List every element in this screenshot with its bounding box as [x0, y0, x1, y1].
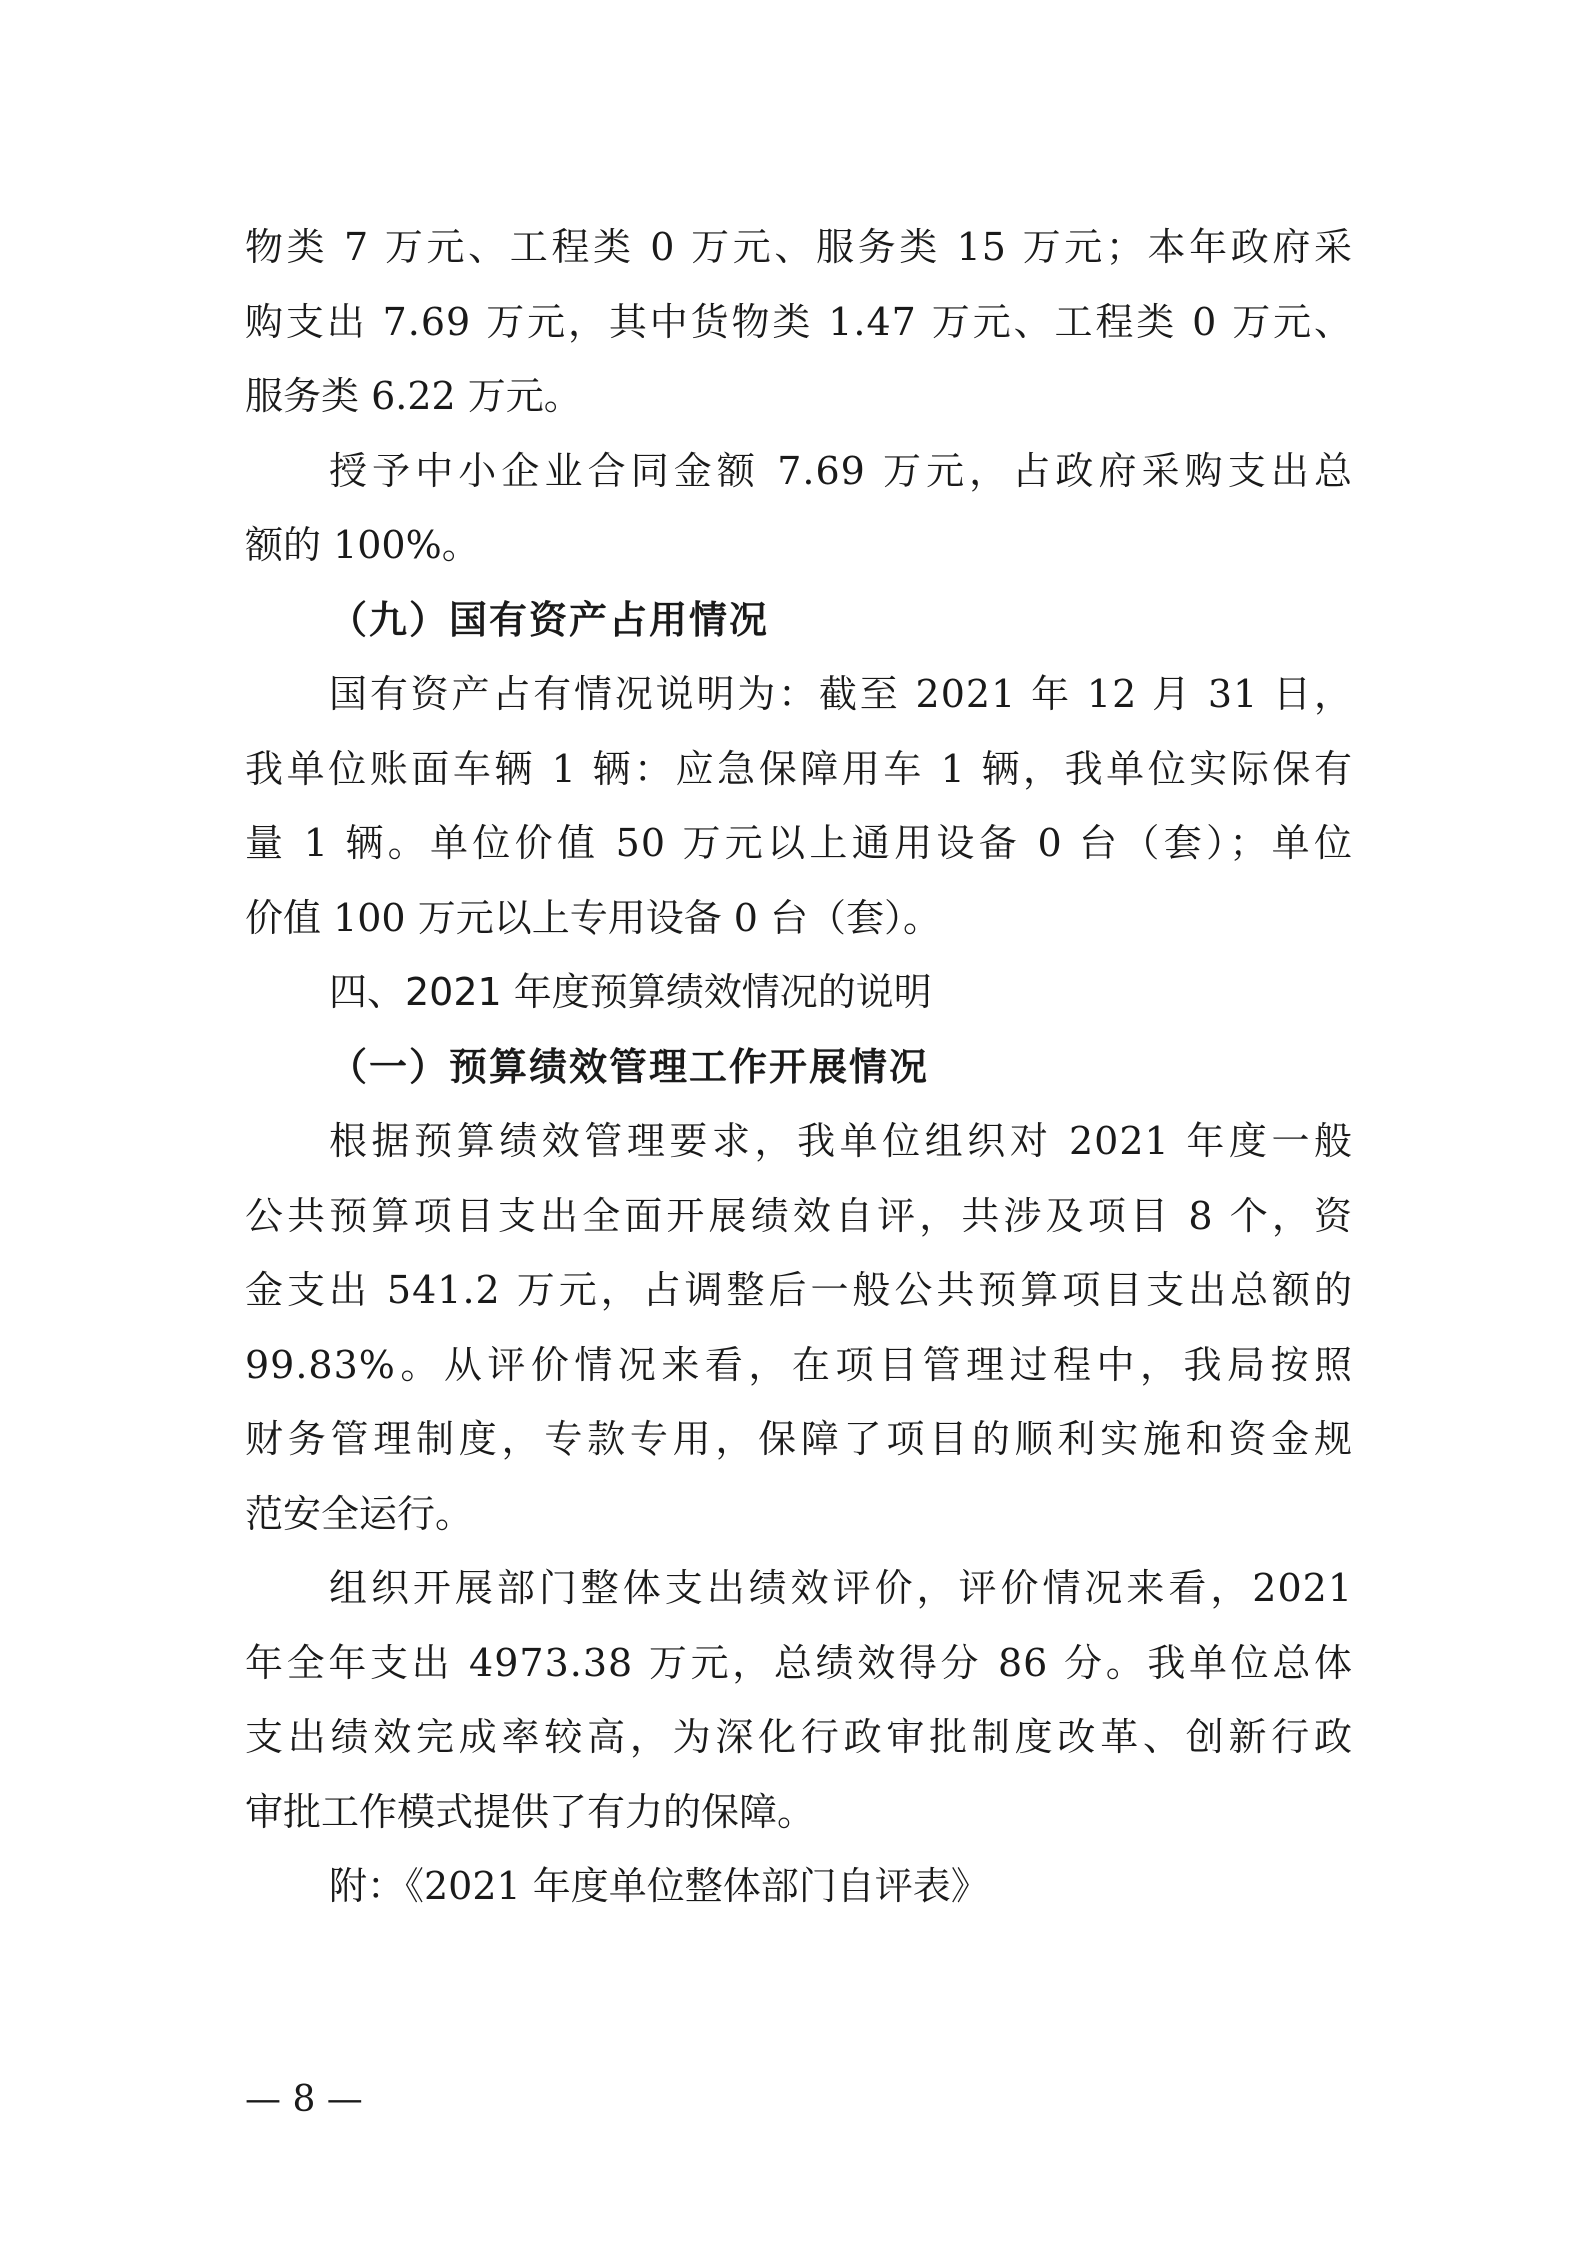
paragraph-line: 授予中小企业合同金额 7.69 万元，占政府采购支出总: [329, 448, 1353, 493]
paragraph-line: 审批工作模式提供了有力的保障。: [245, 1789, 816, 1834]
performance-projects-paragraph: [245, 1104, 1353, 1551]
paragraph-line: 物类 7 万元、工程类 0 万元、服务类 15 万元；本年政府采: [245, 225, 1353, 269]
attachment-note: 附：《2021 年度单位整体部门自评表》: [329, 1864, 989, 1908]
sme-contract-paragraph: [245, 434, 1353, 583]
page-number: — 8 —: [245, 2079, 363, 2120]
paragraph-line: 服务类 6.22 万元。: [245, 374, 582, 418]
state-assets-paragraph: [245, 657, 1353, 955]
procurement-paragraph: [245, 210, 1353, 434]
paragraph-line: 范安全运行。: [245, 1491, 474, 1536]
paragraph-line: 额的 100%。: [245, 523, 480, 567]
paragraph-line: 根据预算绩效管理要求，我单位组织对 2021 年度一般: [329, 1119, 1353, 1163]
paragraph-line: 财务管理制度，专款专用，保障了项目的顺利实施和资金规: [245, 1417, 1353, 1461]
overall-evaluation-paragraph: [245, 1551, 1353, 1849]
section-four-heading: 四、2021 年度预算绩效情况的说明: [329, 970, 932, 1014]
paragraph-line: 购支出 7.69 万元，其中货物类 1.47 万元、工程类 0 万元、: [245, 299, 1353, 344]
paragraph-line: 价值 100 万元以上专用设备 0 台（套）。: [245, 895, 942, 940]
page-body: [245, 210, 1353, 1924]
paragraph-line: 我单位账面车辆 1 辆：应急保障用车 1 辆，我单位实际保有: [245, 746, 1353, 791]
paragraph-line: 公共预算项目支出全面开展绩效自评，共涉及项目 8 个，资: [245, 1193, 1353, 1238]
paragraph-line: 年全年支出 4973.38 万元，总绩效得分 86 分。我单位总体: [245, 1640, 1353, 1685]
paragraph-line: 量 1 辆。单位价值 50 万元以上通用设备 0 台（套）；单位: [245, 821, 1353, 865]
performance-management-heading: （一）预算绩效管理工作开展情况: [329, 1043, 930, 1089]
paragraph-line: 国有资产占有情况说明为：截至 2021 年 12 月 31 日，: [329, 672, 1353, 716]
state-assets-heading: （九）国有资产占用情况: [329, 596, 770, 642]
paragraph-line: 支出绩效完成率较高，为深化行政审批制度改革、创新行政: [245, 1715, 1353, 1759]
paragraph-line: 组织开展部门整体支出绩效评价，评价情况来看，2021: [329, 1566, 1353, 1610]
paragraph-line: 金支出 541.2 万元，占调整后一般公共预算项目支出总额的: [245, 1268, 1353, 1312]
paragraph-line: 99.83%。从评价情况来看，在项目管理过程中，我局按照: [245, 1342, 1353, 1387]
